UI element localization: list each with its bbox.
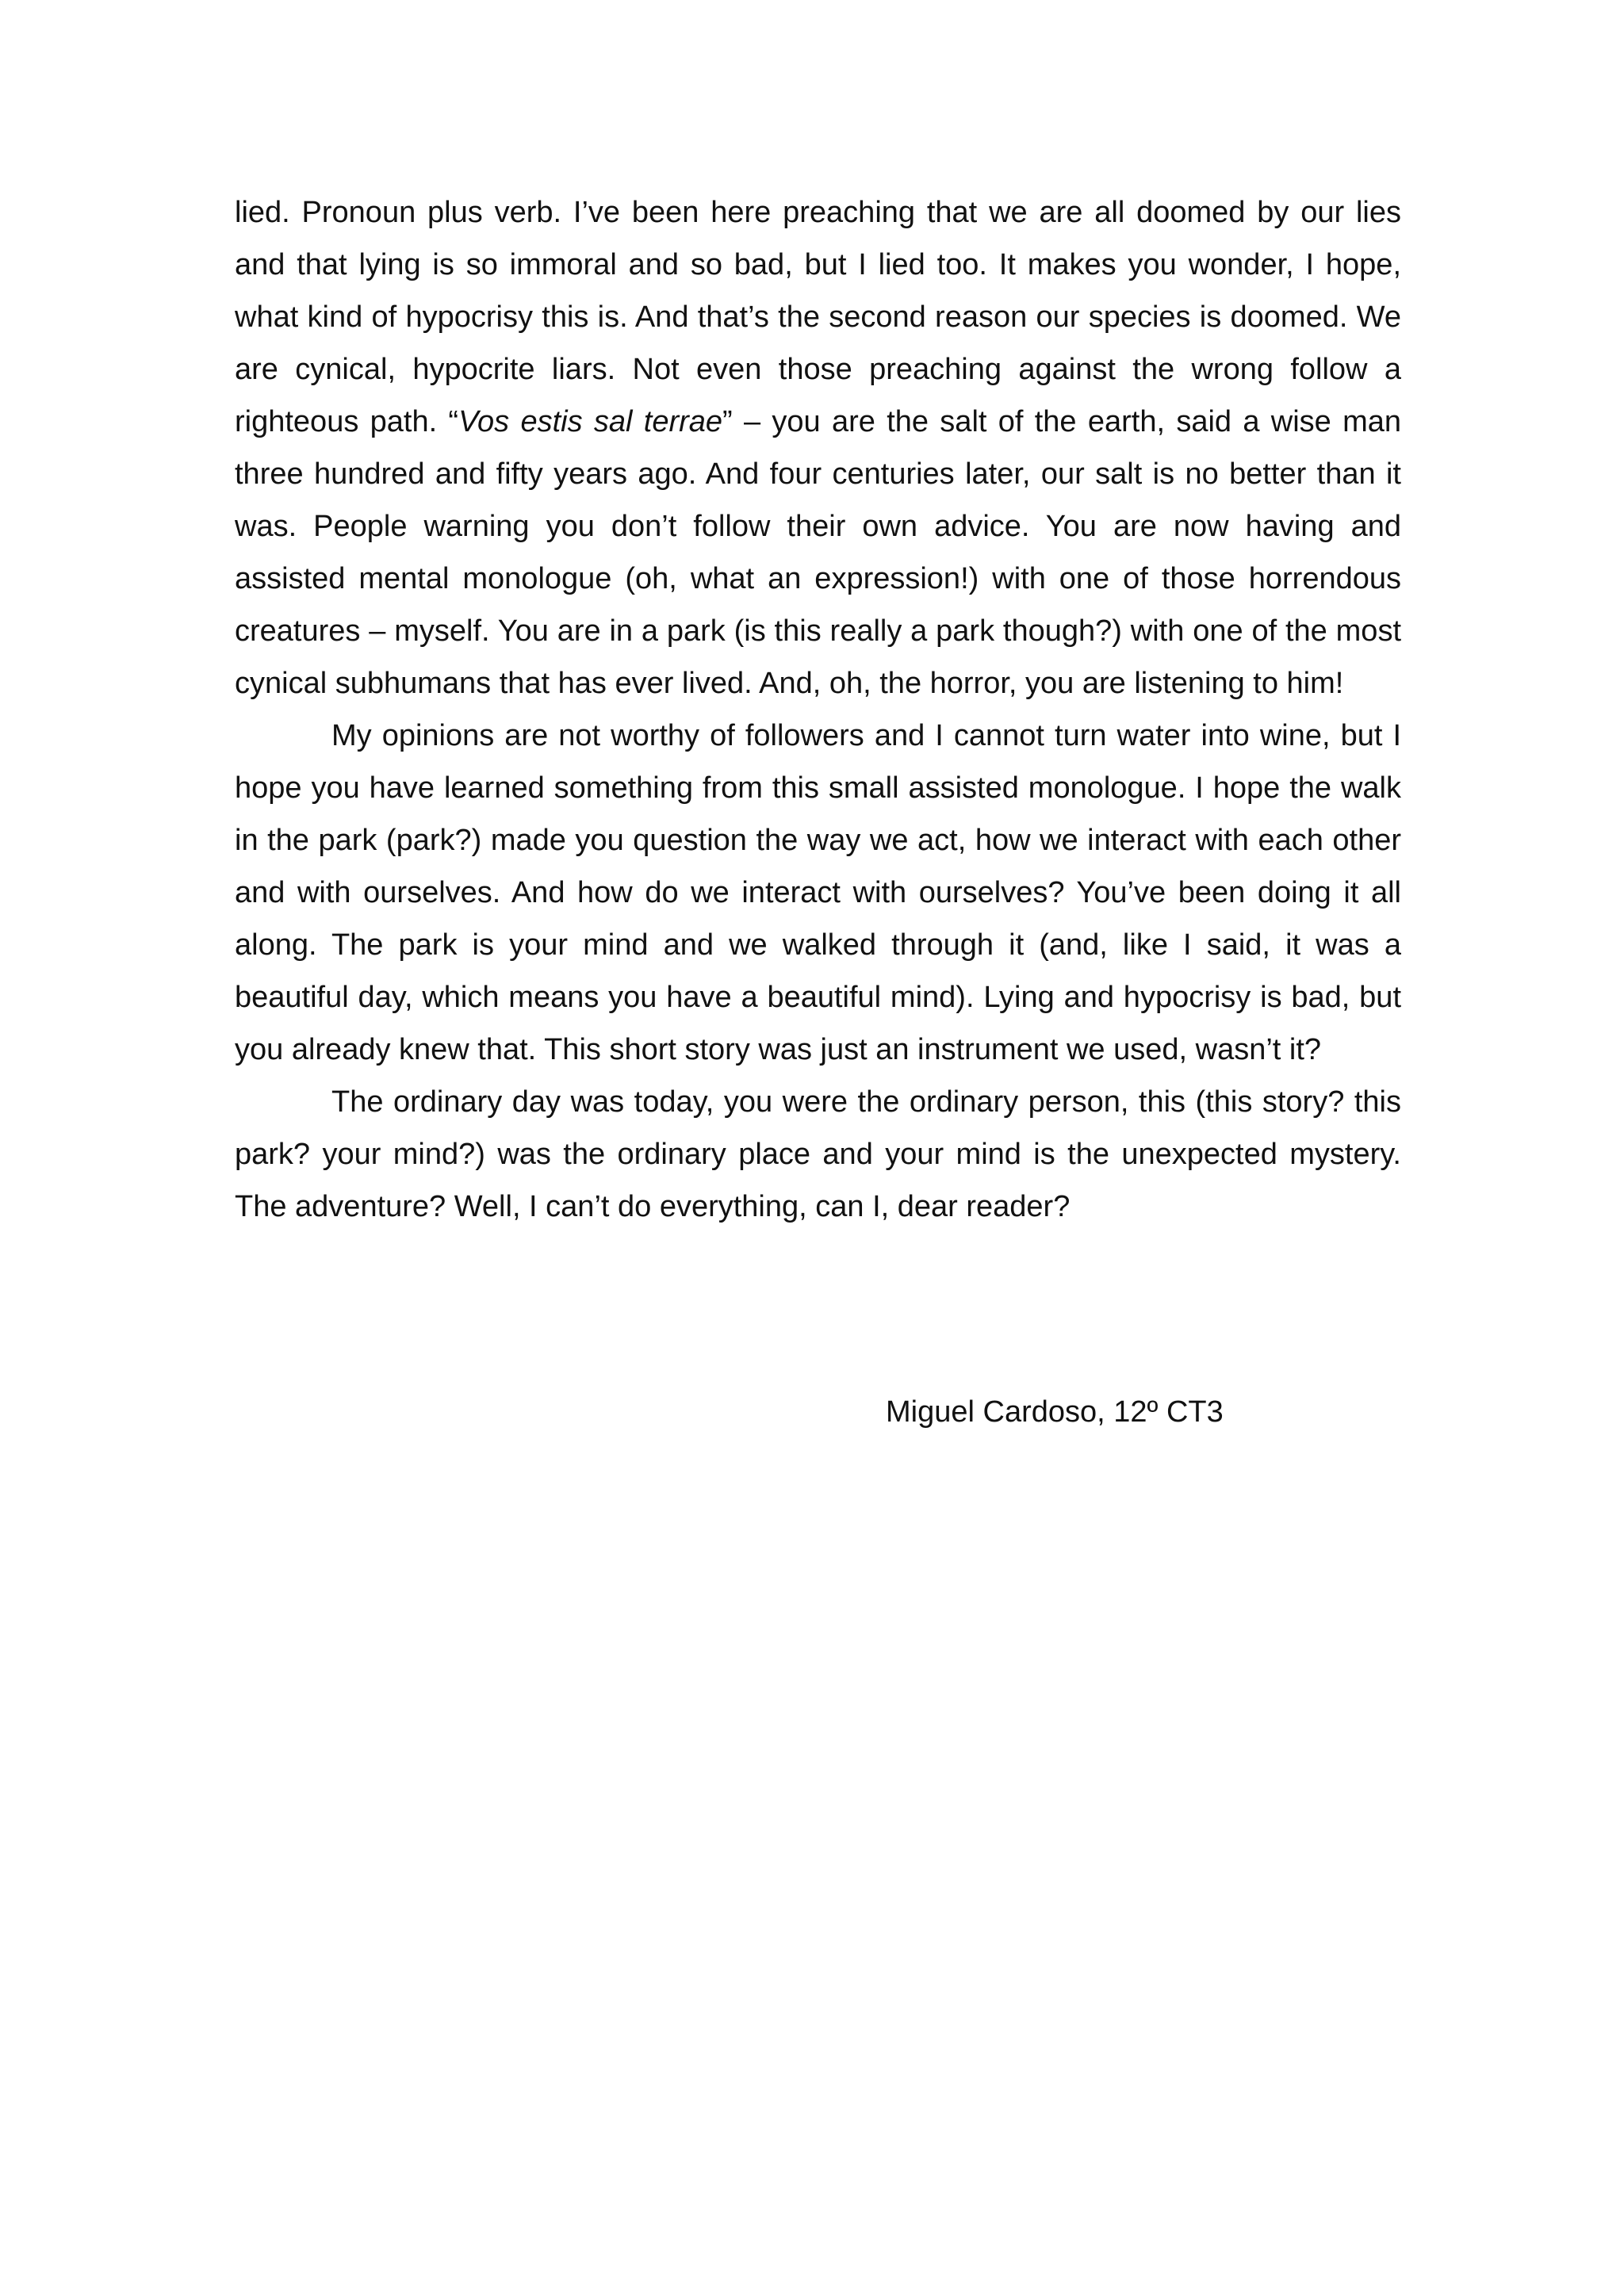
paragraph-1-text-after-quote: ” – you are the salt of the earth, said a wise man three hundred and fifty years ago. And four centuries later, our salt is no better than it was. People warning you don’t follow their own advice. You are now having and assisted mental monologue (oh, what an expression!) with one of those horrendous creatures – myself. You are in a park (is this really a park though?) with one of the most cynical subhumans that has ever lived. And, oh, the horror, you are listening to him! — [235, 405, 1401, 700]
paragraph-1 — [235, 186, 1401, 710]
page-body — [235, 186, 1401, 1233]
author-signature: Miguel Cardoso, 12º CT3 — [886, 1395, 1224, 1429]
paragraph-1-text-before-quote: lied. Pronoun plus verb. I’ve been here preaching that we are all doomed by our lies and that lying is so immoral and so bad, but I lied too. It makes you wonder, I hope, what kind of hypocrisy this is. And that’s the second reason our species is doomed. We are cynical, hypocrite liars. Not even those preaching against the wrong follow a righteous path. “ — [235, 196, 1401, 438]
paragraph-3: The ordinary day was today, you were the ordinary person, this (this story? this park? your mind?) was the ordinary place and your mind is the unexpected mystery. The adventure? Well, I can’t do everything, can I, dear reader? — [235, 1085, 1401, 1223]
paragraph-2: My opinions are not worthy of followers and I cannot turn water into wine, but I hope you have learned something from this small assisted monologue. I hope the walk in the park (park?) made you question the way we act, how we interact with each other and with ourselves. And how do we interact with ourselves? You’ve been doing it all along. The park is your mind and we walked through it (and, like I said, it was a beautiful day, which means you have a beautiful mind). Lying and hypocrisy is bad, but you already knew that. This short story was just an instrument we used, wasn’t it? — [235, 719, 1401, 1066]
latin-quote: Vos estis sal terrae — [458, 405, 723, 438]
